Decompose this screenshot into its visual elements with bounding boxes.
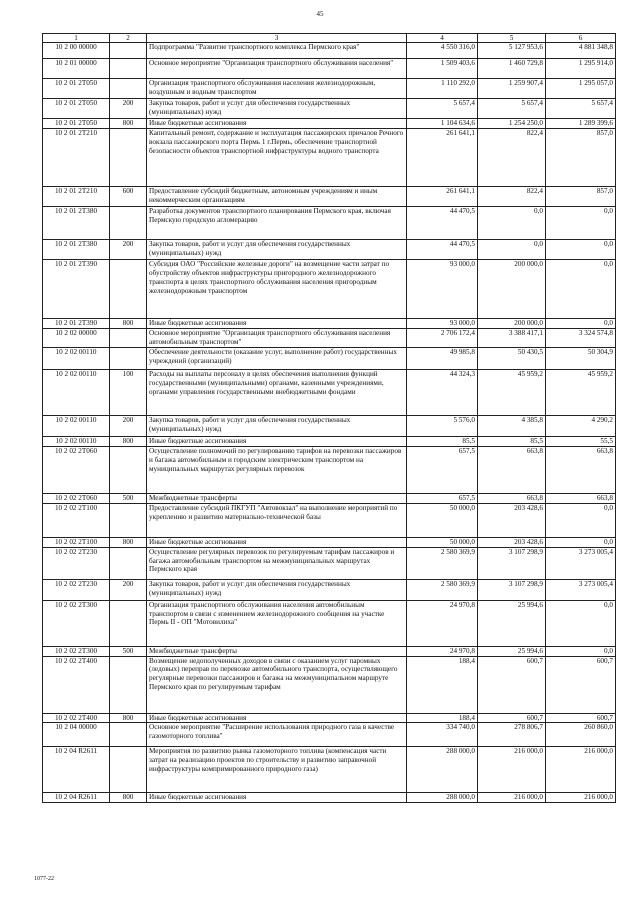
amount-year1-cell: 334 740,0 [407,723,478,747]
amount-year1-cell: 657,5 [407,493,478,503]
code-cell: 10 2 02 00110 [43,415,110,436]
amount-year2-cell: 200 000,0 [478,260,546,319]
name-cell: Капитальный ремонт, содержание и эксплуатация пассажирских причалов Речного вокзала пассажирского порта Пермь 1 г.Пермь, обеспечение транспортной безопасности объектов транспортной инфраструктуры водного транспорта [147,129,407,187]
amount-year1-cell: 188,4 [407,713,478,723]
name-cell: Организация транспортного обслуживания населения железнодорожным, воздушным и водным транспортом [147,79,407,99]
expense-type-cell: 800 [110,537,147,547]
expense-type-cell: 200 [110,415,147,436]
name-cell: Закупка товаров, работ и услуг для обеспечения государственных (муниципальных) нужд [147,240,407,260]
table-row [43,187,616,207]
amount-year2-cell: 25 994,6 [478,646,546,656]
table-row [43,79,616,99]
amount-year3-cell: 4 881 348,8 [546,43,616,59]
amount-year3-cell: 3 324 574,8 [546,328,616,347]
footer-code: 1077-22 [34,876,54,882]
table-row [43,59,616,79]
amount-year3-cell: 4 290,2 [546,415,616,436]
table-row [43,646,616,656]
expense-type-cell [110,328,147,347]
amount-year2-cell: 5 127 953,6 [478,43,546,59]
page-number: 45 [316,10,324,18]
table-row [43,547,616,579]
name-cell: Разработка документов транспортного планирования Пермского края, включая Пермскую городскую агломерацию [147,207,407,240]
expense-type-cell [110,59,147,79]
name-cell: Подпрограмма "Развитие транспортного комплекса Пермского края" [147,43,407,59]
amount-year1-cell: 85,5 [407,436,478,446]
amount-year1-cell: 50 000,0 [407,537,478,547]
amount-year3-cell: 1 295 057,0 [546,79,616,99]
amount-year2-cell: 85,5 [478,436,546,446]
expense-type-cell [110,260,147,319]
expense-type-cell [110,347,147,369]
amount-year3-cell: 0,0 [546,646,616,656]
amount-year2-cell: 216 000,0 [478,793,546,803]
amount-year2-cell: 1 254 250,0 [478,119,546,129]
table-body [43,43,616,803]
amount-year2-cell: 203 428,6 [478,503,546,537]
code-cell: 10 2 02 00110 [43,369,110,415]
name-cell: Мероприятия по развитию рынка газомоторного топлива (компенсация части затрат на реализацию проектов по строительству и развитию заправочной инфраструктуры компримированного природного газа) [147,747,407,793]
amount-year2-cell: 0,0 [478,207,546,240]
amount-year1-cell: 49 985,8 [407,347,478,369]
code-cell: 10 2 01 2T210 [43,187,110,207]
name-cell: Основное мероприятие "Организация транспортного обслуживания населения автомобильным транспортом" [147,328,407,347]
expense-type-cell [110,43,147,59]
code-cell: 10 2 01 2T210 [43,129,110,187]
name-cell: Субсидия ОАО "Российские железные дороги" на возмещение части затрат по обустройству объектов инфраструктуры пригородного железнодорожного транспорта в целях транспортного обслуживания населения пригородным железнодорожным транспортом [147,260,407,319]
amount-year1-cell: 93 000,0 [407,319,478,329]
amount-year2-cell: 278 806,7 [478,723,546,747]
amount-year3-cell: 0,0 [546,240,616,260]
expense-type-cell [110,600,147,646]
amount-year3-cell: 0,0 [546,319,616,329]
amount-year1-cell: 4 550 316,0 [407,43,478,59]
name-cell: Иные бюджетные ассигнования [147,793,407,803]
amount-year2-cell: 3 107 298,9 [478,547,546,579]
name-cell: Организация транспортного обслуживания населения автомобильным транспортом в связи с изменением железнодорожного сообщения на участке Пермь II - ОП "Мотовилиха" [147,600,407,646]
amount-year3-cell: 0,0 [546,207,616,240]
name-cell: Иные бюджетные ассигнования [147,713,407,723]
expense-type-cell [110,129,147,187]
code-cell: 10 2 01 2T390 [43,319,110,329]
code-cell: 10 2 02 00000 [43,328,110,347]
amount-year1-cell: 50 000,0 [407,503,478,537]
table-row [43,793,616,803]
name-cell: Закупка товаров, работ и услуг для обеспечения государственных (муниципальных) нужд [147,99,407,119]
amount-year2-cell: 822,4 [478,129,546,187]
amount-year1-cell: 2 580 369,9 [407,579,478,600]
amount-year2-cell: 600,7 [478,713,546,723]
amount-year3-cell: 0,0 [546,503,616,537]
amount-year1-cell: 44 324,3 [407,369,478,415]
code-cell: 10 2 04 R2611 [43,793,110,803]
code-cell: 10 2 01 00000 [43,59,110,79]
code-cell: 10 2 02 2T230 [43,547,110,579]
table-row [43,600,616,646]
table-row [43,446,616,493]
col-header-4: 4 [407,34,478,43]
table-row [43,347,616,369]
amount-year2-cell: 50 430,5 [478,347,546,369]
table-row [43,319,616,329]
expense-type-cell [110,747,147,793]
amount-year2-cell: 25 994,6 [478,600,546,646]
table-row [43,493,616,503]
col-header-5: 5 [478,34,546,43]
amount-year3-cell: 216 000,0 [546,747,616,793]
expense-type-cell: 500 [110,646,147,656]
table-row [43,503,616,537]
amount-year3-cell: 857,0 [546,187,616,207]
amount-year1-cell: 5 576,0 [407,415,478,436]
name-cell: Обеспечение деятельности (оказание услуг, выполнение работ) государственных учреждений (организаций) [147,347,407,369]
amount-year1-cell: 24 970,8 [407,600,478,646]
code-cell: 10 2 02 2T300 [43,600,110,646]
code-cell: 10 2 01 2T050 [43,79,110,99]
amount-year2-cell: 216 000,0 [478,747,546,793]
amount-year1-cell: 1 104 634,6 [407,119,478,129]
expense-type-cell: 200 [110,240,147,260]
expense-type-cell: 800 [110,319,147,329]
amount-year1-cell: 657,5 [407,446,478,493]
expense-type-cell [110,503,147,537]
code-cell: 10 2 02 2T100 [43,537,110,547]
col-header-1: 1 [43,34,110,43]
table-row [43,260,616,319]
table-row [43,129,616,187]
table-row [43,537,616,547]
amount-year3-cell: 1 295 914,0 [546,59,616,79]
expense-type-cell: 600 [110,187,147,207]
amount-year3-cell: 600,7 [546,656,616,713]
amount-year1-cell: 188,4 [407,656,478,713]
code-cell: 10 2 01 2T380 [43,240,110,260]
amount-year3-cell: 600,7 [546,713,616,723]
expense-type-cell [110,656,147,713]
amount-year1-cell: 261 641,1 [407,129,478,187]
name-cell: Иные бюджетные ассигнования [147,119,407,129]
code-cell: 10 2 04 R2611 [43,747,110,793]
amount-year2-cell: 0,0 [478,240,546,260]
expense-type-cell: 100 [110,369,147,415]
amount-year1-cell: 288 000,0 [407,793,478,803]
table-row [43,43,616,59]
table-row [43,99,616,119]
code-cell: 10 2 02 00110 [43,347,110,369]
amount-year1-cell: 2 706 172,4 [407,328,478,347]
amount-year3-cell: 0,0 [546,260,616,319]
amount-year3-cell: 857,0 [546,129,616,187]
name-cell: Предоставление субсидий бюджетным, автономным учреждениям и иным некоммерческим организациям [147,187,407,207]
name-cell: Закупка товаров, работ и услуг для обеспечения государственных (муниципальных) нужд [147,415,407,436]
amount-year3-cell: 0,0 [546,537,616,547]
amount-year3-cell: 260 860,0 [546,723,616,747]
name-cell: Осуществление полномочий по регулированию тарифов на перевозки пассажиров и багажа автомобильным и городским электрическим транспортом на муниципальных маршрутах регулярных перевозок [147,446,407,493]
expense-type-cell: 800 [110,793,147,803]
code-cell: 10 2 01 2T390 [43,260,110,319]
amount-year3-cell: 0,0 [546,600,616,646]
table-row [43,747,616,793]
amount-year2-cell: 663,8 [478,446,546,493]
expense-type-cell: 800 [110,436,147,446]
table-row [43,328,616,347]
expense-type-cell [110,446,147,493]
code-cell: 10 2 02 2T230 [43,579,110,600]
name-cell: Закупка товаров, работ и услуг для обеспечения государственных (муниципальных) нужд [147,579,407,600]
amount-year3-cell: 45 959,2 [546,369,616,415]
expense-type-cell [110,723,147,747]
amount-year2-cell: 1 259 907,4 [478,79,546,99]
amount-year2-cell: 822,4 [478,187,546,207]
code-cell: 10 2 02 2T100 [43,503,110,537]
col-header-6: 6 [546,34,616,43]
code-cell: 10 2 04 00000 [43,723,110,747]
code-cell: 10 2 02 2T060 [43,446,110,493]
code-cell: 10 2 02 00110 [43,436,110,446]
amount-year3-cell: 216 000,0 [546,793,616,803]
amount-year3-cell: 663,8 [546,446,616,493]
code-cell: 10 2 00 00000 [43,43,110,59]
amount-year2-cell: 600,7 [478,656,546,713]
col-header-3: 3 [147,34,407,43]
expense-type-cell: 200 [110,579,147,600]
amount-year3-cell: 1 289 399,6 [546,119,616,129]
amount-year3-cell: 663,8 [546,493,616,503]
table-row [43,207,616,240]
name-cell: Расходы на выплаты персоналу в целях обеспечения выполнения функций государственными (муниципальными) органами, казенными учреждениями, органами управления государственными внебюджетными фондами [147,369,407,415]
expense-type-cell [110,207,147,240]
amount-year3-cell: 5 657,4 [546,99,616,119]
expense-type-cell [110,79,147,99]
amount-year3-cell: 3 273 005,4 [546,547,616,579]
table-row [43,579,616,600]
table-row [43,656,616,713]
name-cell: Основное мероприятие "Расширение использования природного газа в качестве газомоторного топлива" [147,723,407,747]
expense-type-cell: 200 [110,99,147,119]
table-row [43,119,616,129]
code-cell: 10 2 02 2T060 [43,493,110,503]
table-row [43,240,616,260]
amount-year2-cell: 3 107 298,9 [478,579,546,600]
name-cell: Иные бюджетные ассигнования [147,537,407,547]
name-cell: Возмещение недополученных доходов в связи с оказанием услуг паромных (ледовых) переправ по перевозке автомобильного транспорта, осуществляющего регулярные перевозки пассажиров и багажа на межмуниципальном маршруте Пермского края по регулируемым тарифам [147,656,407,713]
name-cell: Межбюджетные трансферты [147,493,407,503]
table-row [43,723,616,747]
amount-year1-cell: 24 970,8 [407,646,478,656]
name-cell: Осуществление регулярных перевозок по регулируемым тарифам пассажиров и багажа автомобильным транспортом на межмуниципальных маршрутах Пермского края [147,547,407,579]
amount-year1-cell: 5 657,4 [407,99,478,119]
amount-year1-cell: 1 509 403,6 [407,59,478,79]
code-cell: 10 2 01 2T050 [43,99,110,119]
table-row [43,436,616,446]
amount-year3-cell: 3 273 005,4 [546,579,616,600]
expense-type-cell [110,547,147,579]
code-cell: 10 2 02 2T400 [43,713,110,723]
amount-year2-cell: 5 657,4 [478,99,546,119]
code-cell: 10 2 01 2T050 [43,119,110,129]
table-header [43,34,616,43]
amount-year2-cell: 663,8 [478,493,546,503]
name-cell: Иные бюджетные ассигнования [147,436,407,446]
code-cell: 10 2 02 2T400 [43,656,110,713]
col-header-2: 2 [110,34,147,43]
name-cell: Основное мероприятие "Организация транспортного обслуживания населения" [147,59,407,79]
amount-year1-cell: 2 580 369,9 [407,547,478,579]
expense-type-cell: 800 [110,119,147,129]
amount-year1-cell: 44 470,5 [407,240,478,260]
amount-year1-cell: 93 000,0 [407,260,478,319]
amount-year1-cell: 1 110 292,0 [407,79,478,99]
name-cell: Предоставление субсидий ПКГУП "Автовокзал" на выполнение мероприятий по укреплению и развитию материально-технической базы [147,503,407,537]
amount-year2-cell: 45 959,2 [478,369,546,415]
amount-year3-cell: 50 304,9 [546,347,616,369]
amount-year1-cell: 44 470,5 [407,207,478,240]
amount-year2-cell: 4 385,8 [478,415,546,436]
table-row [43,415,616,436]
code-cell: 10 2 01 2T380 [43,207,110,240]
amount-year2-cell: 200 000,0 [478,319,546,329]
expense-type-cell: 800 [110,713,147,723]
name-cell: Иные бюджетные ассигнования [147,319,407,329]
amount-year2-cell: 203 428,6 [478,537,546,547]
amount-year2-cell: 3 388 417,1 [478,328,546,347]
name-cell: Межбюджетные трансферты [147,646,407,656]
expense-type-cell: 500 [110,493,147,503]
amount-year3-cell: 55,5 [546,436,616,446]
amount-year1-cell: 261 641,1 [407,187,478,207]
amount-year1-cell: 288 000,0 [407,747,478,793]
table-row [43,369,616,415]
table-row [43,713,616,723]
budget-table [42,33,616,803]
code-cell: 10 2 02 2T300 [43,646,110,656]
amount-year2-cell: 1 460 729,8 [478,59,546,79]
